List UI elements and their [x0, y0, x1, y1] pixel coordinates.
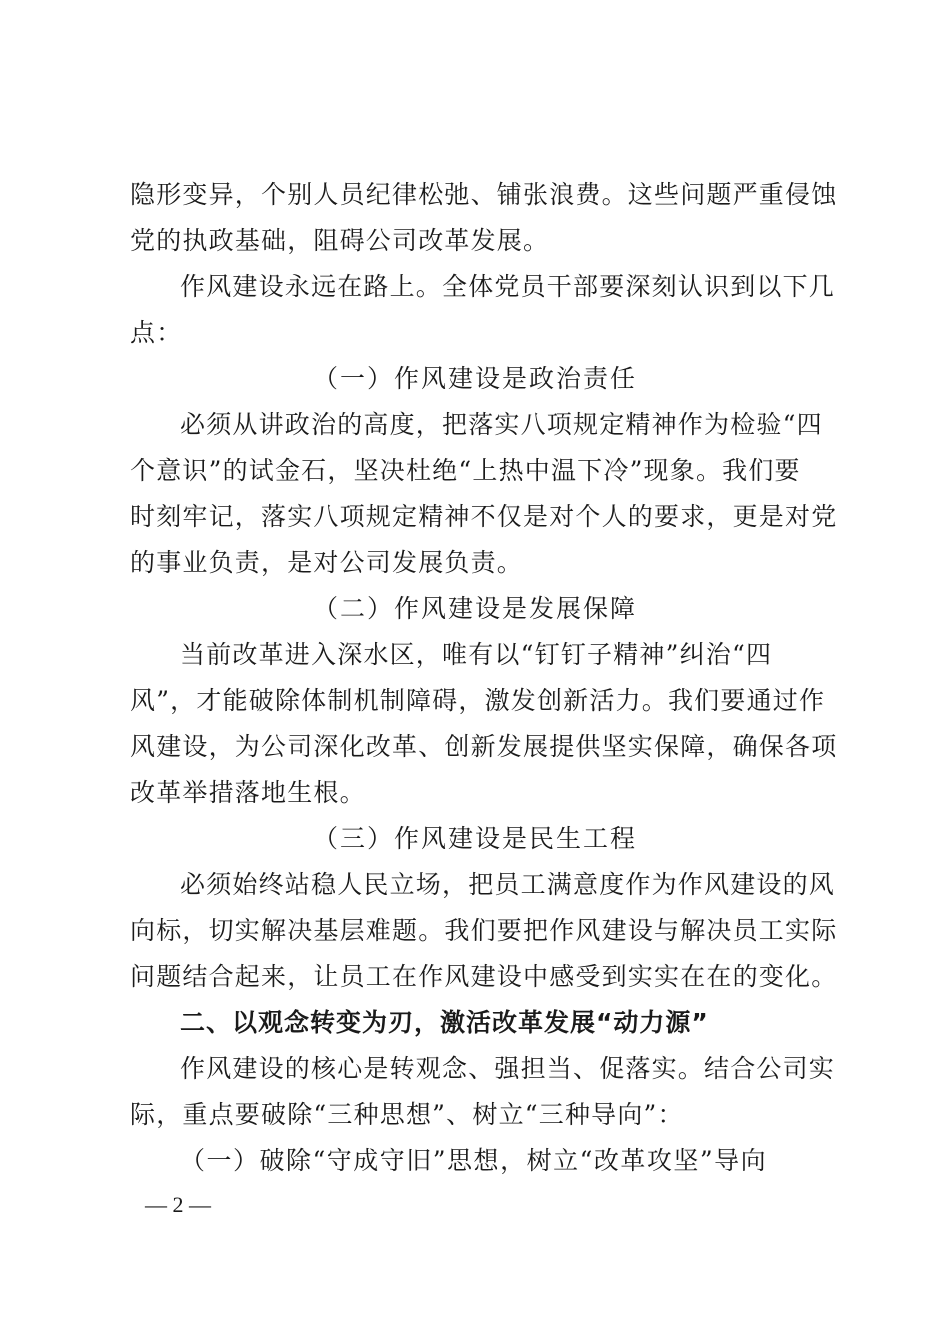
subsection-heading: （一）破除“守成守旧”思想，树立“改革攻坚”导向: [180, 1146, 768, 1175]
paragraph-line: 必须从讲政治的高度，把落实八项规定精神作为检验“四: [180, 410, 823, 439]
section-heading-3: （三）作风建设是民生工程: [312, 824, 637, 853]
paragraph-line: 向标，切实解决基层难题。我们要把作风建设与解决员工实际: [130, 916, 838, 945]
paragraph-line: 风”，才能破除体制机制障碍，激发创新活力。我们要通过作: [130, 686, 826, 715]
chapter-title: 二、以观念转变为刃，激活改革发展“动力源”: [180, 1008, 709, 1037]
paragraph-line: 作风建设的核心是转观念、强担当、促落实。结合公司实: [180, 1054, 836, 1083]
page-number: — 2 —: [145, 1192, 211, 1217]
section-heading-1: （一）作风建设是政治责任: [312, 364, 637, 393]
paragraph-line: 党的执政基础，阻碍公司改革发展。: [130, 226, 550, 255]
paragraph-line: 际，重点要破除“三种思想”、树立“三种导向”：: [130, 1100, 684, 1129]
section-heading-2: （二）作风建设是发展保障: [312, 594, 637, 623]
paragraph-line: 问题结合起来，让员工在作风建设中感受到实实在在的变化。: [130, 962, 838, 991]
paragraph-line: 点：: [130, 318, 183, 347]
paragraph-line: 当前改革进入深水区，唯有以“钉钉子精神”纠治“四: [180, 640, 773, 669]
paragraph-line: 的事业负责，是对公司发展负责。: [130, 548, 524, 577]
paragraph-line: 个意识”的试金石，坚决杜绝“上热中温下冷”现象。我们要: [130, 456, 801, 485]
paragraph-line: 必须始终站稳人民立场，把员工满意度作为作风建设的风: [180, 870, 836, 899]
paragraph-line: 作风建设永远在路上。全体党员干部要深刻认识到以下几: [180, 272, 836, 301]
paragraph-line: 改革举措落地生根。: [130, 778, 366, 807]
paragraph-line: 风建设，为公司深化改革、创新发展提供坚实保障，确保各项: [130, 732, 838, 761]
paragraph-line: 隐形变异，个别人员纪律松弛、铺张浪费。这些问题严重侵蚀: [130, 180, 838, 209]
paragraph-line: 时刻牢记，落实八项规定精神不仅是对个人的要求，更是对党: [130, 502, 838, 531]
